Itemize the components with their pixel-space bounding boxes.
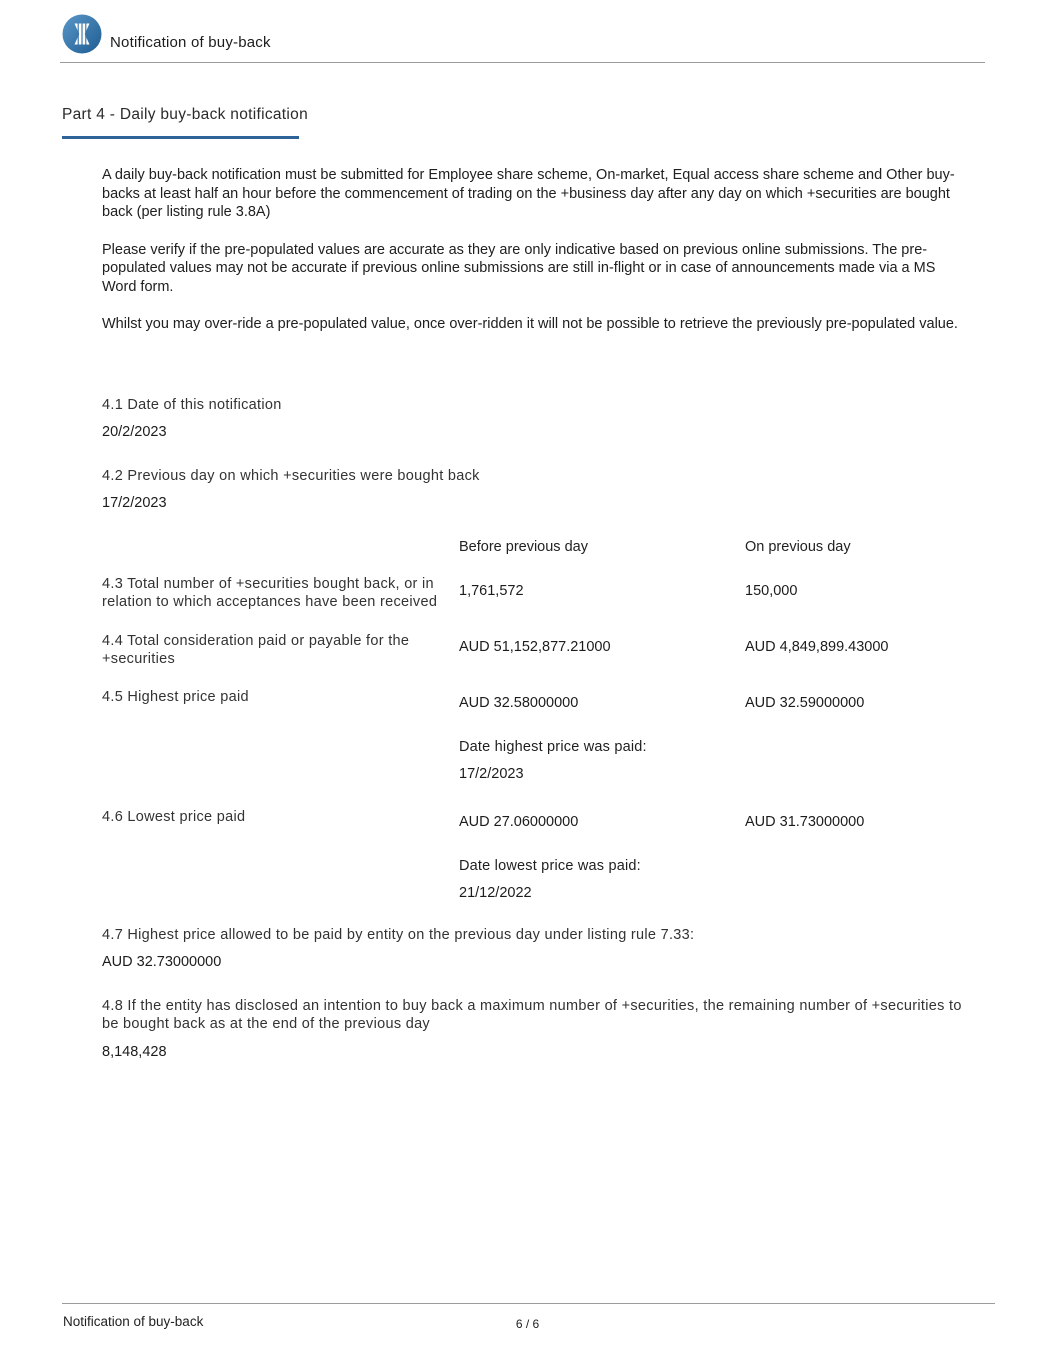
question-4-5-on-value: AUD 32.59000000 — [745, 695, 865, 711]
question-4-3-label: 4.3 Total number of +securities bought back, or in relation to which acceptances have been received — [102, 576, 438, 610]
question-4-1-value: 20/2/2023 — [102, 424, 167, 440]
date-lowest-price-label: Date lowest price was paid: — [459, 858, 641, 874]
question-4-4-on-value: AUD 4,849,899.43000 — [745, 639, 889, 655]
page-number: 6 / 6 — [515, 1317, 540, 1331]
question-4-6-before-value: AUD 27.06000000 — [459, 814, 579, 830]
date-highest-group — [459, 738, 745, 783]
question-4-2-label: 4.2 Previous day on which +securities were bought back — [102, 468, 480, 484]
intro-paragraph-2: Please verify if the pre-populated values are accurate as they are only indicative based on previous online submissions. The pre-populated values may not be accurate if previous online submissions are still in-flight or in case of announcements made via a MS Word form. — [102, 241, 936, 295]
date-highest-price-value: 17/2/2023 — [459, 766, 524, 782]
question-4-6-label: 4.6 Lowest price paid — [102, 809, 246, 825]
table-row-4-5 — [102, 688, 970, 712]
question-4-2 — [102, 467, 970, 512]
table-header-row — [102, 538, 970, 556]
question-4-8-label: 4.8 If the entity has disclosed an intention to buy back a maximum number of +securities, the remaining number of +securities to be bought back as at the end of the previous day — [102, 998, 962, 1032]
table-row-4-4 — [102, 632, 970, 668]
question-4-2-value: 17/2/2023 — [102, 495, 167, 511]
table-row-4-6-date — [102, 857, 970, 902]
section-heading-underline — [62, 136, 299, 139]
header-divider — [60, 62, 985, 63]
question-4-4-before-value: AUD 51,152,877.21000 — [459, 639, 611, 655]
question-4-3-before-value: 1,761,572 — [459, 583, 524, 599]
column-header-on-previous-day: On previous day — [745, 539, 851, 555]
question-4-8-value: 8,148,428 — [102, 1044, 167, 1060]
question-4-3-on-value: 150,000 — [745, 583, 798, 599]
date-lowest-group — [459, 857, 745, 902]
question-4-7 — [102, 926, 970, 971]
question-4-1-label: 4.1 Date of this notification — [102, 397, 282, 413]
footer-divider — [62, 1303, 995, 1304]
table-row-4-3 — [102, 575, 970, 611]
intro-paragraph-1: A daily buy-back notification must be submitted for Employee share scheme, On-market, Equal access share scheme and Other buy-backs at least half an hour before the commencement of trading on the +business day after any day on which +securities are bought back (per listing rule 3.8A) — [102, 167, 955, 220]
buyback-table — [102, 538, 970, 902]
table-row-4-5-date — [102, 738, 970, 783]
intro-paragraph-3: Whilst you may over-ride a pre-populated value, once over-ridden it will not be possible to retrieve the previously pre-populated value. — [102, 316, 958, 332]
date-highest-price-label: Date highest price was paid: — [459, 739, 647, 755]
intro-text — [102, 166, 958, 353]
question-4-5-label: 4.5 Highest price paid — [102, 689, 249, 705]
question-4-7-value: AUD 32.73000000 — [102, 954, 222, 970]
table-row-4-6 — [102, 808, 970, 831]
date-lowest-price-value: 21/12/2022 — [459, 885, 532, 901]
section-heading: Part 4 - Daily buy-back notification — [62, 106, 308, 123]
question-4-6-on-value: AUD 31.73000000 — [745, 814, 865, 830]
document-title: Notification of buy-back — [110, 34, 271, 51]
question-4-7-label: 4.7 Highest price allowed to be paid by entity on the previous day under listing rule 7.33: — [102, 927, 695, 943]
question-4-1 — [102, 396, 970, 441]
footer-title: Notification of buy-back — [63, 1314, 204, 1329]
question-4-8 — [102, 997, 970, 1061]
column-header-before-previous-day: Before previous day — [459, 539, 588, 555]
question-4-5-before-value: AUD 32.58000000 — [459, 695, 579, 711]
asx-logo-icon — [62, 14, 102, 54]
question-4-4-label: 4.4 Total consideration paid or payable for the +securities — [102, 633, 410, 667]
